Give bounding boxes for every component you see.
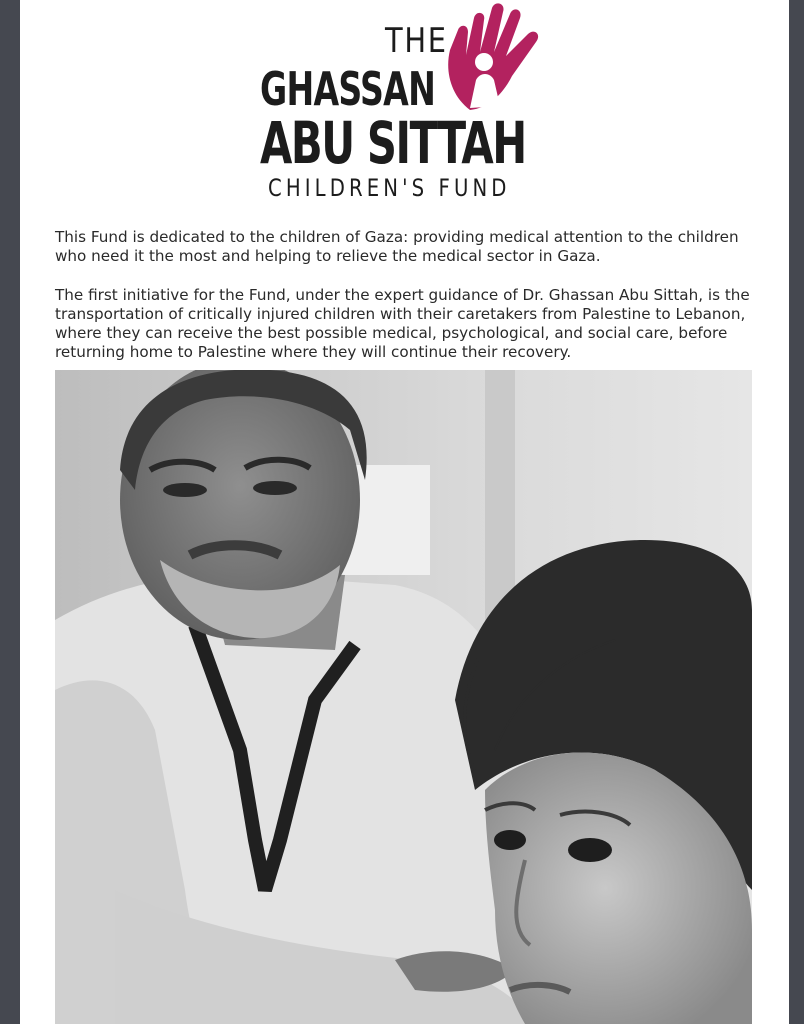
doctor-examining-child-photo	[55, 370, 752, 1024]
intro-paragraph: This Fund is dedicated to the children of Gaza: providing medical attention to the children who need it the most and helping to relieve the medical sector in Gaza.	[55, 228, 739, 265]
fund-logo	[250, 0, 590, 210]
hand-icon	[440, 0, 560, 115]
logo-the: THE	[385, 21, 448, 61]
initiative-paragraph: The first initiative for the Fund, under the expert guidance of Dr. Ghassan Abu Sittah, is the transportation of critically injured children with their caretakers from Palestine to Lebanon, where they can receive the best possible medical, psychological, and social care, before returning home to Palestine where they will continue their recovery.	[55, 286, 750, 361]
page	[20, 0, 789, 1024]
logo-ghassan: GHASSAN	[260, 62, 436, 116]
logo-abu-sittah: ABU SITTAH	[260, 109, 526, 177]
logo-childrens-fund: CHILDREN'S FUND	[268, 174, 511, 202]
